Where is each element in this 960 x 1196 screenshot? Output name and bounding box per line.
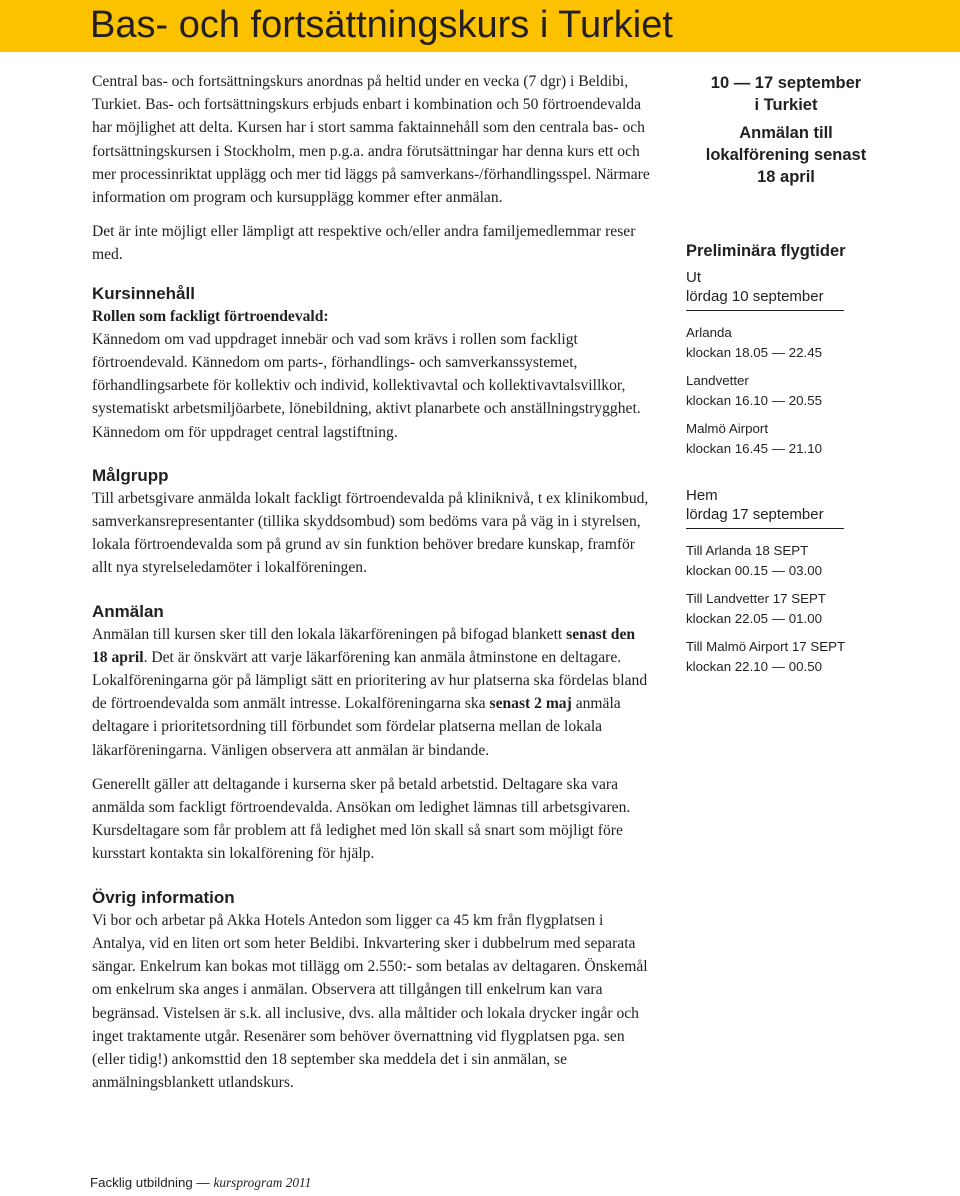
flight-entry	[686, 419, 886, 458]
flight-place: Arlanda	[686, 325, 732, 340]
deadline-line-1: Anmälan till	[739, 124, 833, 142]
kursinnehall-heading: Kursinnehåll	[92, 283, 195, 303]
return-flights	[686, 486, 886, 676]
flight-place: Till Landvetter 17 SEPT	[686, 591, 826, 606]
flight-place: Till Malmö Airport 17 SEPT	[686, 639, 846, 654]
flight-entry	[686, 371, 886, 410]
flight-entry	[686, 637, 886, 676]
anmalan-general-paragraph: Generellt gäller att deltagande i kurserna sker på betald arbetstid. Deltagare ska vara anmälda som fackligt förtroendevalda. Ansökan om ledighet lämnas till arbetsgivaren. Kursdeltagare som får problem att få ledighet med lön skall så snart som möjligt före kursstart kontakta sin lokalförening för hjälp.	[92, 775, 631, 863]
kursinnehall-subheading: Rollen som fackligt förtroendevald:	[92, 307, 329, 325]
flight-time: klockan 16.45 — 21.10	[686, 440, 823, 456]
outbound-label: Ut	[686, 269, 701, 286]
page-footer	[90, 1174, 311, 1191]
flight-time: klockan 22.05 — 01.00	[686, 610, 823, 626]
flights-heading: Preliminära flygtider	[686, 242, 846, 260]
flight-entry	[686, 323, 886, 362]
registration-deadline	[686, 122, 886, 188]
anmalan-text-1: Anmälan till kursen sker till den lokala läkarföreningen på bifogad blankett	[92, 625, 567, 643]
kursinnehall-text: Kännedom om vad uppdraget innebär och vad som krävs i rollen som fackligt förtroendevald. Kännedom om parts-, förhandlings- och samverkanssystemet, förhandlingsarbete för kollektiv och individ, kollektivavtal och kollektivavtalsvillkor, systematiskt arbetsmiljöarbete, lönebildning, aktivt planarbete och anställningstrygghet. Kännedom om för uppdraget central lagstiftning.	[92, 330, 641, 441]
priority-deadline-emphasis: senast 2 maj	[489, 695, 572, 713]
outbound-day: lördag 10 september	[686, 287, 844, 311]
page-title: Bas- och fortsättningskurs i Turkiet	[90, 4, 673, 46]
course-dates	[686, 72, 886, 116]
flight-entry	[686, 541, 886, 580]
malgrupp-heading: Målgrupp	[92, 465, 169, 485]
flight-time: klockan 16.10 — 20.55	[686, 392, 823, 408]
flight-place: Landvetter	[686, 373, 749, 388]
flight-entry	[686, 589, 886, 628]
ovrig-text: Vi bor och arbetar på Akka Hotels Antedon som ligger ca 45 km från flygplatsen i Antalya, vid en liten ort som heter Beldibi. Inkvartering sker i dubbelrum med separata sängar. Enkelrum kan bokas mot tillägg om 2.550:- som betalas av deltagaren. Önskemål om enkelrum ska anges i anmälan. Observera att tillgången till enkelrum kan vara begränsad. Vistelsen är s.k. all inclusive, dvs. alla måltider och lokala drycker ingår och inget traktamente utgår. Resenärer som behöver övernattning vid flygplatsen pga. sen (eller tidig!) ankomsttid den 18 september ska meddela det i sin anmälan, se anmälningsblankett utlandskurs.	[92, 911, 648, 1092]
family-note: Det är inte möjligt eller lämpligt att respektive och/eller andra familjemedlemmar reser med.	[92, 223, 636, 264]
course-location-line: i Turkiet	[754, 96, 818, 114]
title-bar	[0, 0, 960, 52]
return-day: lördag 17 september	[686, 505, 844, 529]
outbound-flights	[686, 268, 886, 458]
flight-time: klockan 18.05 — 22.45	[686, 344, 823, 360]
flight-place: Malmö Airport	[686, 421, 769, 436]
ovrig-heading: Övrig information	[92, 887, 235, 907]
malgrupp-text: Till arbetsgivare anmälda lokalt fackligt förtroendevalda på kliniknivå, t ex klinikombud, samverkansrepresentanter (tillika skyddsombud) som bedöms vara på väg in i styrelsen, lokala förtroendevalda som på grund av sin funktion behöver bredare kunskap, framför allt nya styrelseledamöter i lokalföreningen.	[92, 489, 649, 577]
intro-paragraph: Central bas- och fortsättningskurs anordnas på heltid under en vecka (7 dgr) i Beldibi, Turkiet. Bas- och fortsättningskurs erbjuds enbart i kombination och 50 förtroendevalda har möjlighet att delta. Kursen har i stort samma faktainnehåll som den centrala bas- och fortsättningskursen i Stockholm, men p.g.a. andra förutsättningar har denna kurs ett och mer processinriktat upplägg och mer tid läggs på samverkans-/förhandlingsspel. Närmare information om program och kursupplägg kommer efter anmälan.	[92, 73, 650, 207]
flight-time: klockan 22.10 — 00.50	[686, 658, 823, 674]
anmalan-text-3: anmäla deltagare i prioritetsordning till förbundet som fördelar platserna mellan de lokala läkarföreningarna. Vänligen observera att anmälan är bindande.	[92, 695, 621, 759]
main-column	[92, 70, 652, 1094]
footer-label: Facklig utbildning —	[90, 1175, 210, 1190]
anmalan-paragraph	[92, 623, 652, 762]
flight-place: Till Arlanda 18 SEPT	[686, 543, 809, 558]
deadline-line-2: lokalförening senast	[705, 146, 867, 164]
return-label: Hem	[686, 487, 718, 504]
flight-time: klockan 00.15 — 03.00	[686, 562, 823, 578]
footer-publication: kursprogram 2011	[213, 1175, 312, 1190]
deadline-line-3: 18 april	[757, 168, 815, 186]
anmalan-text-2: . Det är önskvärt att varje läkarförening kan anmäla åtminstone en deltagare. Lokalföreningarna gör på lämpligt sätt en prioritering av hur platserna ska fördelas bland de förtroendevalda som anmält intresse. Lokalföreningarna ska	[92, 648, 648, 713]
anmalan-heading: Anmälan	[92, 601, 164, 621]
course-dates-line: 10 — 17 september	[710, 74, 862, 92]
deadline-date-emphasis: senast den 18 april	[92, 625, 636, 666]
sidebar	[686, 72, 886, 676]
